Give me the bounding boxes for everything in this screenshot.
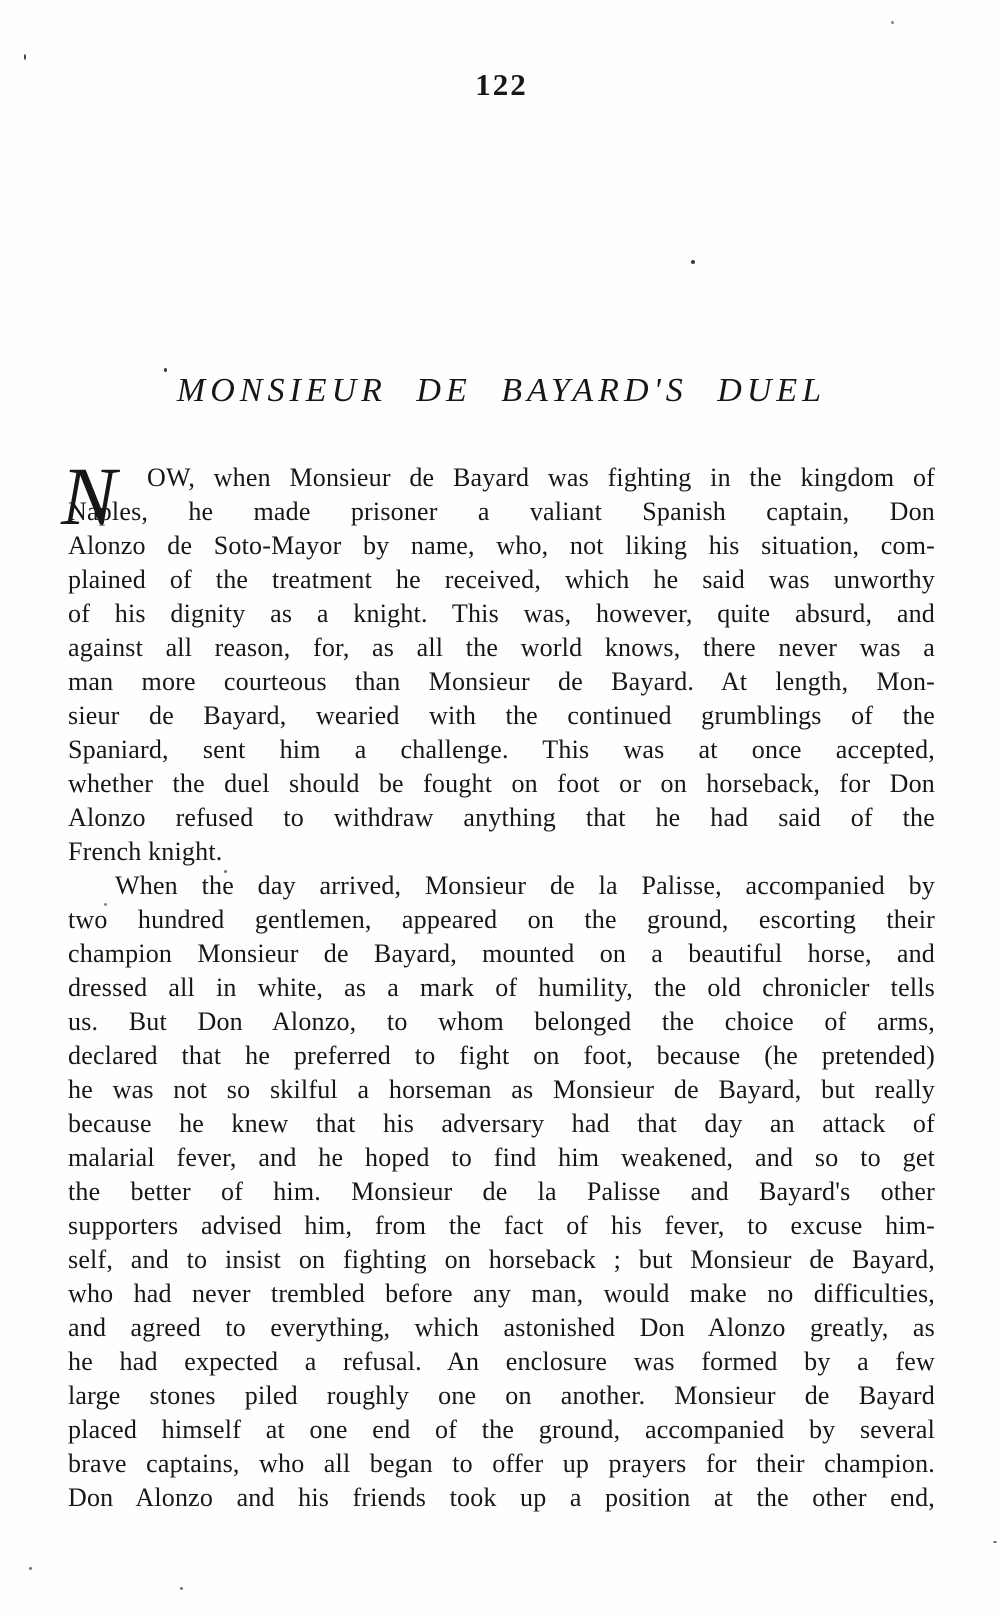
text-line: Don Alonzo and his friends took up a position at the other end, xyxy=(68,1482,935,1512)
scan-speck xyxy=(691,260,695,264)
page-number: 122 xyxy=(475,67,528,102)
text-line: malarial fever, and he hoped to find him weakened, and so to get xyxy=(68,1142,935,1172)
text-line: he was not so skilful a horseman as Monsieur de Bayard, but really xyxy=(68,1074,935,1104)
text-line: against all reason, for, as all the world knows, there never was a xyxy=(68,632,935,662)
text-line: two hundred gentlemen, appeared on the ground, escorting their xyxy=(68,904,935,934)
text-line: champion Monsieur de Bayard, mounted on a beautiful horse, and xyxy=(68,938,935,968)
text-line: and agreed to everything, which astonished Don Alonzo greatly, as xyxy=(68,1312,935,1342)
text-line: sieur de Bayard, wearied with the continued grumblings of the xyxy=(68,700,935,730)
text-line: the better of him. Monsieur de la Palisse and Bayard's other xyxy=(68,1176,935,1206)
text-line: When the day arrived, Monsieur de la Palisse, accompanied by xyxy=(115,870,935,900)
text-line: Alonzo refused to withdraw anything that he had said of the xyxy=(68,802,935,832)
chapter-title: MONSIEUR DE BAYARD'S DUEL xyxy=(176,372,827,410)
text-line: Alonzo de Soto-Mayor by name, who, not liking his situation, com- xyxy=(68,530,935,560)
text-line: of his dignity as a knight. This was, however, quite absurd, and xyxy=(68,598,935,628)
text-line: OW, when Monsieur de Bayard was fighting in the kingdom of xyxy=(147,462,935,492)
text-line: plained of the treatment he received, which he said was unworthy xyxy=(68,564,935,594)
text-line: Naples, he made prisoner a valiant Spanish captain, Don xyxy=(68,496,935,526)
scan-speck xyxy=(24,54,26,60)
text-line: us. But Don Alonzo, to whom belonged the choice of arms, xyxy=(68,1006,935,1036)
body-text xyxy=(61,449,935,1515)
text-line: self, and to insist on fighting on horseback ; but Monsieur de Bayard, xyxy=(68,1244,935,1274)
text-line: whether the duel should be fought on foot or on horseback, for Don xyxy=(68,768,935,798)
text-line: he had expected a refusal. An enclosure was formed by a few xyxy=(68,1346,935,1376)
scan-speck xyxy=(180,1587,183,1590)
scan-speck xyxy=(29,1567,32,1570)
paragraph-1 xyxy=(61,449,935,869)
text-line: placed himself at one end of the ground, accompanied by several xyxy=(68,1414,935,1444)
text-line: man more courteous than Monsieur de Bayard. At length, Mon- xyxy=(68,666,935,696)
text-line: declared that he preferred to fight on foot, because (he pretended) xyxy=(68,1040,935,1070)
text-line: because he knew that his adversary had that day an attack of xyxy=(68,1108,935,1138)
paragraph-2 xyxy=(68,869,935,1515)
scan-speck xyxy=(993,1541,997,1543)
dropcap-letter: N xyxy=(61,449,117,542)
scan-speck xyxy=(164,368,167,372)
text-line: supporters advised him, from the fact of his fever, to excuse him- xyxy=(68,1210,935,1240)
text-line: French knight. xyxy=(68,836,223,866)
text-line: brave captains, who all began to offer up prayers for their champion. xyxy=(68,1448,935,1478)
text-line: who had never trembled before any man, would make no difficulties, xyxy=(68,1278,935,1308)
scan-speck xyxy=(891,21,894,24)
text-line: dressed all in white, as a mark of humility, the old chronicler tells xyxy=(68,972,935,1002)
text-line: large stones piled roughly one on another. Monsieur de Bayard xyxy=(68,1380,935,1410)
text-line: Spaniard, sent him a challenge. This was at once accepted, xyxy=(68,734,935,764)
